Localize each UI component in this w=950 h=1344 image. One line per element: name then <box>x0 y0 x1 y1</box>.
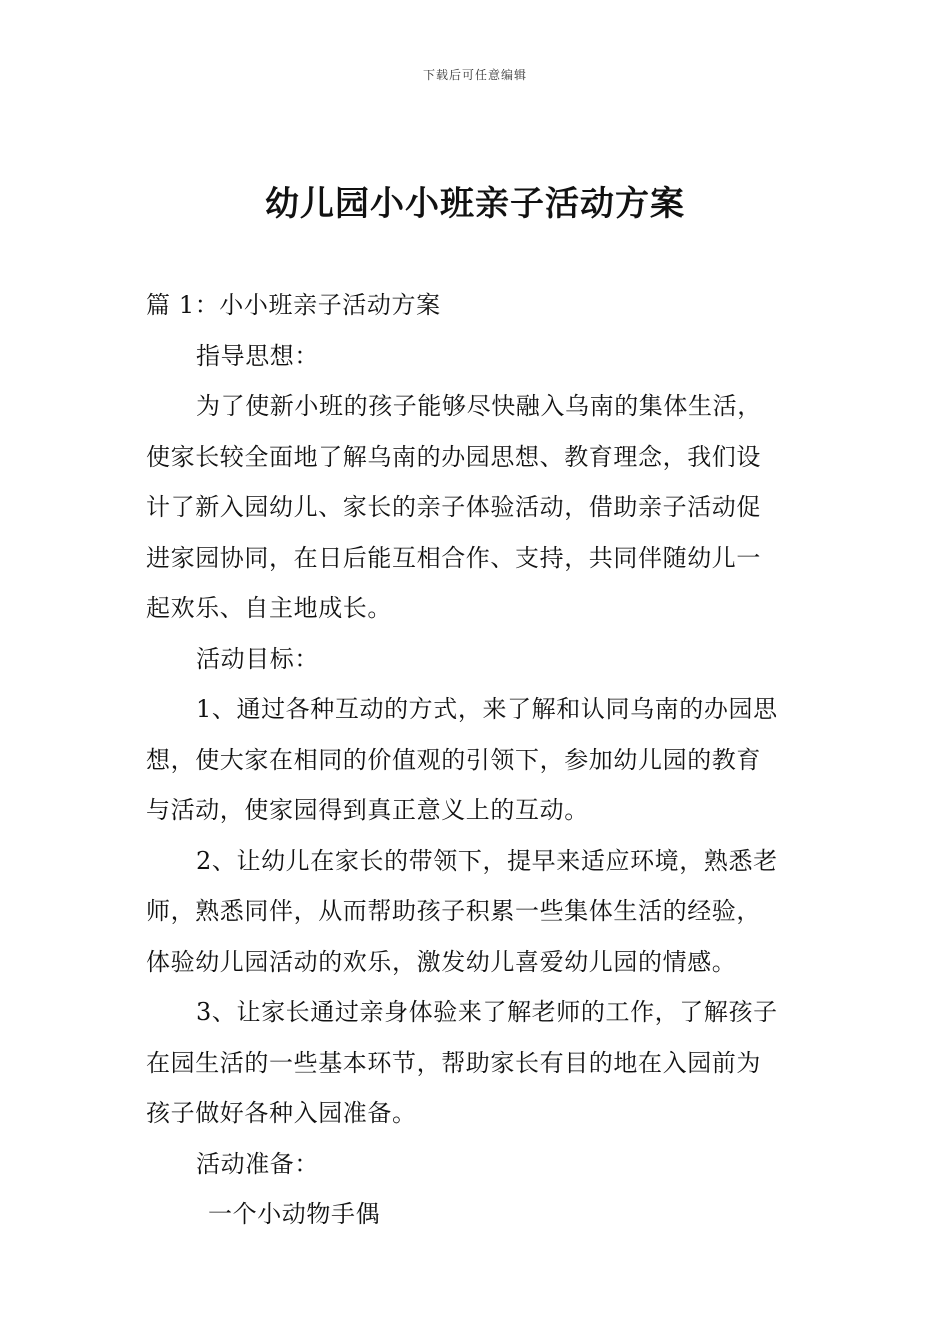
paragraph-line: 想，使大家在相同的价值观的引领下，参加幼儿园的教育 <box>146 745 761 774</box>
paragraph-line: 3、让家长通过亲身体验来了解老师的工作，了解孩子 <box>196 998 778 1026</box>
guide-heading: 指导思想： <box>196 341 319 370</box>
paragraph-line: 为了使新小班的孩子能够尽快融入乌南的集体生活， <box>196 392 762 420</box>
paragraph-line: 师，熟悉同伴，从而帮助孩子积累一些集体生活的经验， <box>146 897 761 925</box>
header-note: 下载后可任意编辑 <box>422 68 527 82</box>
paragraph-line: 进家园协同，在日后能互相合作、支持，共同伴随幼儿一 <box>146 543 761 572</box>
document-title: 幼儿园小小班亲子活动方案 <box>265 184 685 224</box>
document-body <box>146 280 808 1240</box>
paragraph-line: 1、通过各种互动的方式，来了解和认同乌南的办园思 <box>196 695 778 723</box>
paragraph-line: 一个小动物手偶 <box>208 1200 381 1228</box>
paragraph-line: 使家长较全面地了解乌南的办园思想、教育理念，我们设 <box>146 442 761 471</box>
paragraph-line: 与活动，使家园得到真正意义上的互动。 <box>146 796 589 824</box>
paragraph-line: 在园生活的一些基本环节，帮助家长有目的地在入园前为 <box>146 1048 761 1077</box>
paragraph-line: 孩子做好各种入园准备。 <box>146 1099 417 1127</box>
section-heading: 篇 1：小小班亲子活动方案 <box>146 291 441 319</box>
paragraph-line: 起欢乐、自主地成长。 <box>146 594 392 622</box>
paragraph-line: 2、让幼儿在家长的带领下，提早来适应环境，熟悉老 <box>196 846 778 875</box>
goal-heading: 活动目标： <box>196 644 319 673</box>
prep-heading: 活动准备： <box>196 1149 319 1178</box>
paragraph-line: 体验幼儿园活动的欢乐，激发幼儿喜爱幼儿园的情感。 <box>146 947 737 976</box>
paragraph-line: 计了新入园幼儿、家长的亲子体验活动，借助亲子活动促 <box>146 493 761 521</box>
